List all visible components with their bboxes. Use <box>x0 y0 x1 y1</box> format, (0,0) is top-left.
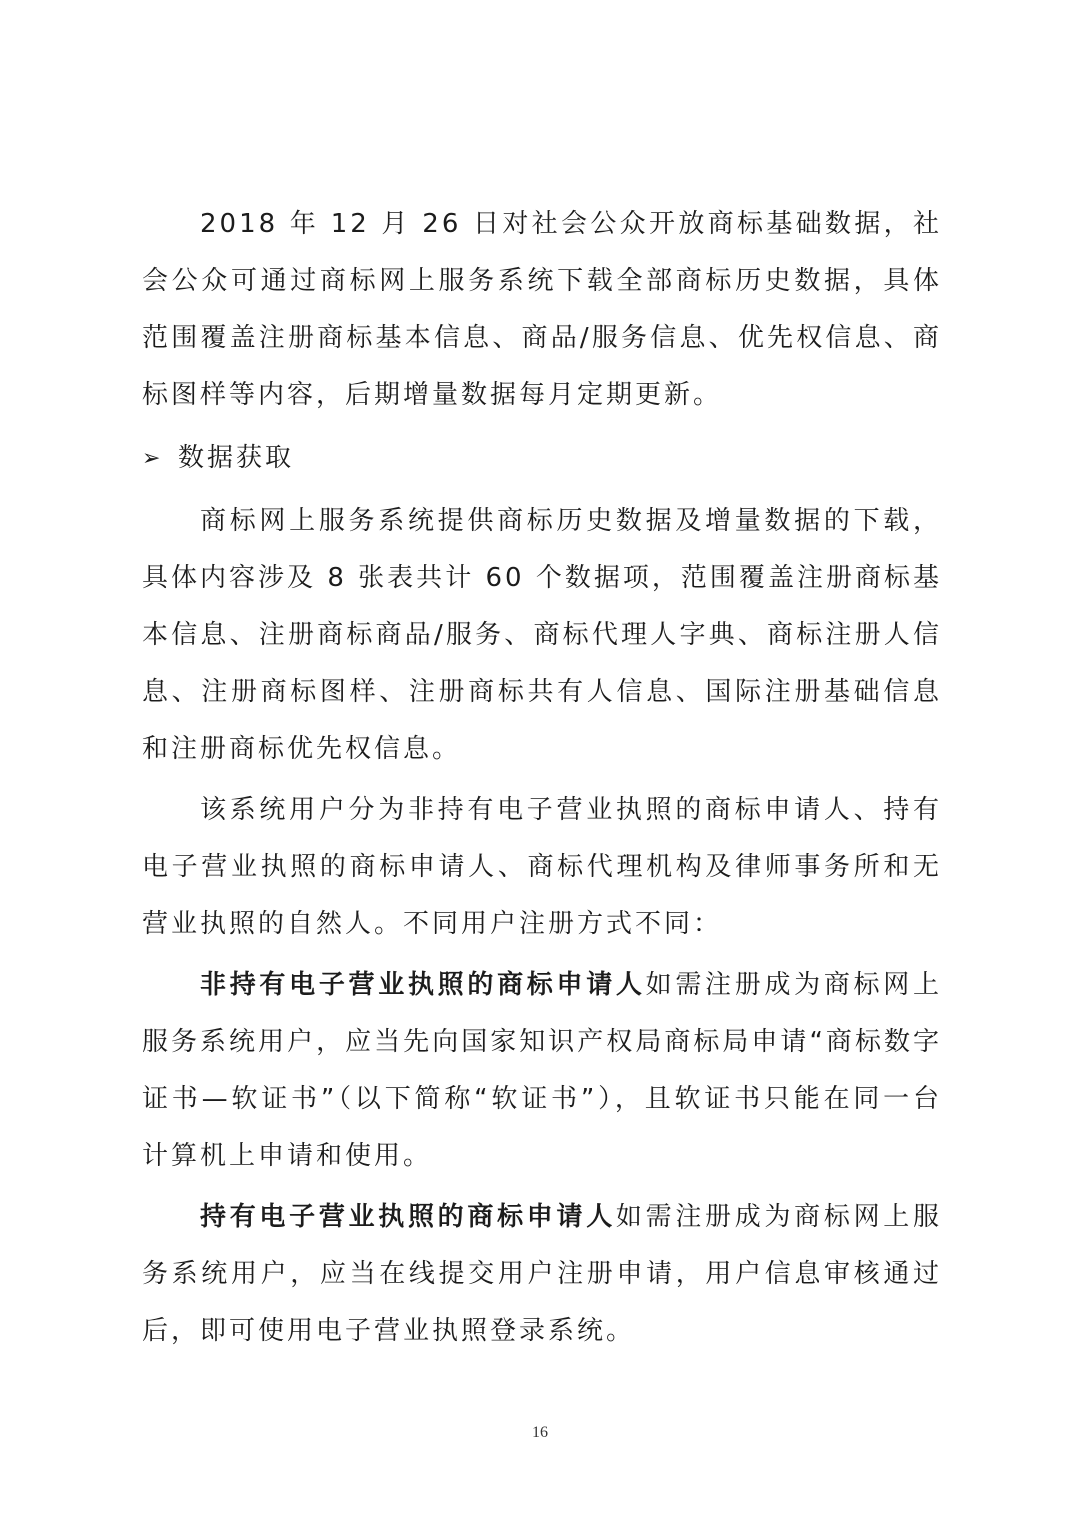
bold-term: 非持有电子营业执照的商标申请人 <box>200 970 646 1000</box>
section-heading-label: 数据获取 <box>178 443 295 473</box>
paragraph-user-types <box>142 782 942 953</box>
paragraph-open-data <box>142 196 942 424</box>
paragraph-text: 该系统用户分为非持有电子营业执照的商标申请人、持有电子营业执照的商标申请人、商标代理机构及律师事务所和无营业执照的自然人。不同用户注册方式不同： <box>142 795 942 939</box>
bold-term: 持有电子营业执照的商标申请人 <box>200 1202 616 1232</box>
paragraph-text: 2018 年 12 月 26 日对社会公众开放商标基础数据，社会公众可通过商标网上服务系统下载全部商标历史数据，具体范围覆盖注册商标基本信息、商品/服务信息、优先权信息、商标图样等内容，后期增量数据每月定期更新。 <box>142 209 942 410</box>
paragraph-download-scope <box>142 493 942 778</box>
paragraph-text: 如需注册成为商标网上服务系统用户，应当在线提交用户注册申请，用户信息审核通过后，即可使用电子营业执照登录系统。 <box>142 1202 942 1346</box>
paragraph-license-applicant <box>142 1189 942 1360</box>
arrow-bullet-icon: ➢ <box>142 446 161 471</box>
paragraph-non-license-applicant <box>142 957 942 1185</box>
paragraph-text: 商标网上服务系统提供商标历史数据及增量数据的下载，具体内容涉及 8 张表共计 60 个数据项，范围覆盖注册商标基本信息、注册商标商品/服务、商标代理人字典、商标注册人信息、注册商标图样、注册商标共有人信息、国际注册基础信息和注册商标优先权信息。 <box>142 506 942 764</box>
paragraph-text: 如需注册成为商标网上服务系统用户，应当先向国家知识产权局商标局申请“商标数字证书—软证书”（以下简称“软证书”），且软证书只能在同一台计算机上申请和使用。 <box>142 970 942 1171</box>
document-body <box>142 196 942 1360</box>
page-number: 16 <box>532 1424 548 1441</box>
section-heading-data-acquisition <box>142 430 942 487</box>
